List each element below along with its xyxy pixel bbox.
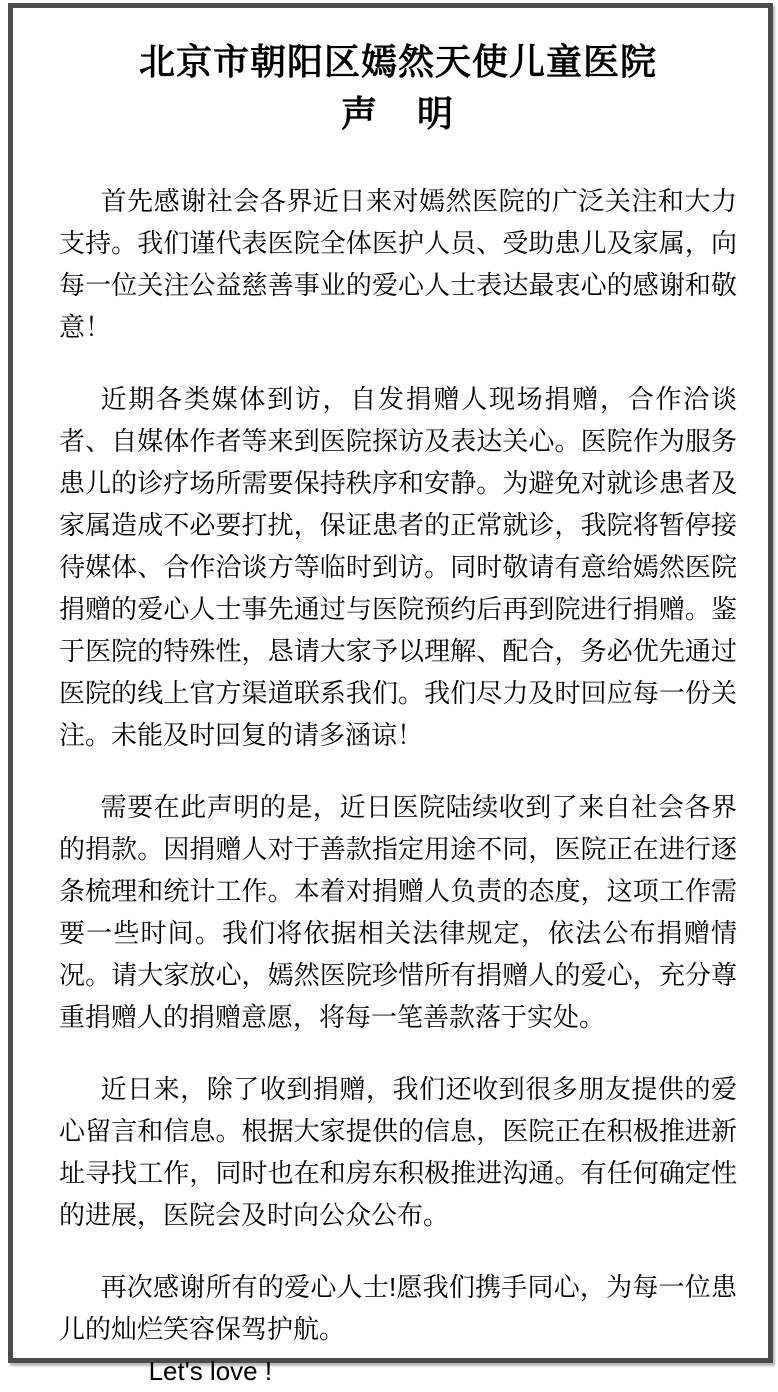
statement-paragraph-relocation: 近日来，除了收到捐赠，我们还收到很多朋友提供的爱心留言和信息。根据大家提供的信息，医院正在积极推进新址寻找工作，同时也在和房东积极推进沟通。有任何确定性的进展，医院会及时向公众公布。 <box>59 1074 737 1230</box>
statement-frame <box>8 3 773 1386</box>
closing-line: Let's love ! <box>148 1356 273 1386</box>
statement-heading: 声 明 <box>340 93 455 134</box>
statement-paragraph-visits: 近期各类媒体到访，自发捐赠人现场捐赠，合作洽谈者、自媒体作者等来到医院探访及表达关心。医院作为服务患儿的诊疗场所需要保持秩序和安静。为避免对就诊患者及家属造成不必要打扰，保证患者的正常就诊，我院将暂停接待媒体、合作洽谈方等临时到访。同时敬请有意给嫣然医院捐赠的爱心人士事先通过与医院预约后再到院进行捐赠。鉴于医院的特殊性，恳请大家予以理解、配合，务必优先通过医院的线上官方渠道联系我们。我们尽力及时回应每一份关注。未能及时回复的请多涵谅！ <box>59 384 737 750</box>
statement-paragraph-thanks: 首先感谢社会各界近日来对嫣然医院的广泛关注和大力支持。我们谨代表医院全体医护人员、受助患儿及家属，向每一位关注公益慈善事业的爱心人士表达最衷心的感谢和敬意！ <box>59 186 737 342</box>
statement-content <box>13 8 768 1392</box>
hospital-name-title: 北京市朝阳区嫣然天使儿童医院 <box>138 41 657 82</box>
statement-paragraph-closing-thanks: 再次感谢所有的爱心人士!愿我们携手同心，为每一位患儿的灿烂笑容保驾护航。 <box>59 1272 737 1344</box>
statement-body <box>59 180 737 1392</box>
statement-paragraph-donations: 需要在此声明的是，近日医院陆续收到了来自社会各界的捐款。因捐赠人对于善款指定用途不同，医院正在进行逐条梳理和统计工作。本着对捐赠人负责的态度，这项工作需要一些时间。我们将依据相关法律规定，依法公布捐赠情况。请大家放心，嫣然医院珍惜所有捐赠人的爱心，充分尊重捐赠人的捐赠意愿，将每一笔善款落于实处。 <box>59 792 737 1032</box>
